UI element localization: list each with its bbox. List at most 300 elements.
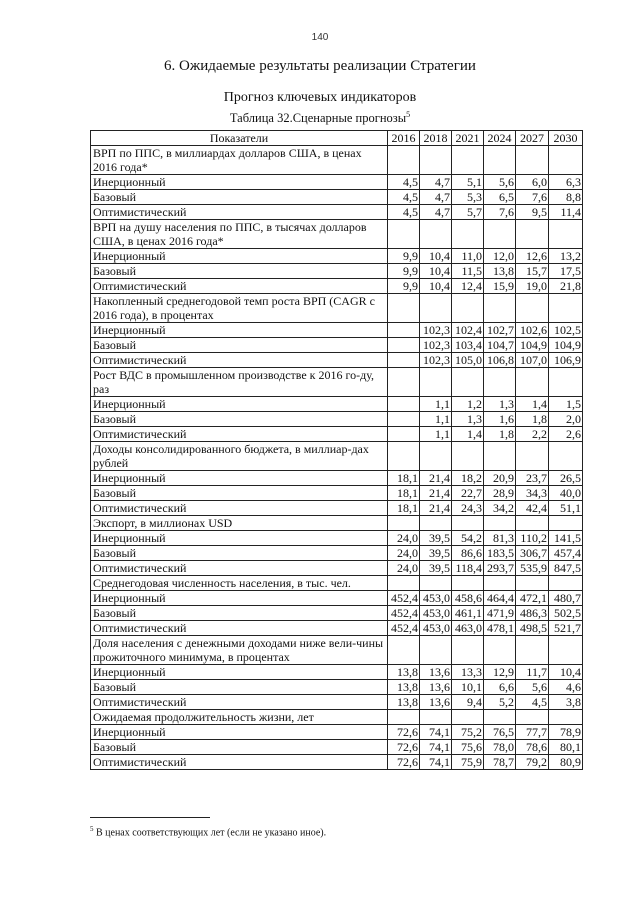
value-cell: 12,9 xyxy=(484,665,516,680)
value-cell: 1,3 xyxy=(484,397,516,412)
empty-cell xyxy=(388,636,420,665)
value-cell: 74,1 xyxy=(420,755,452,770)
value-cell: 102,6 xyxy=(516,323,549,338)
value-cell: 15,7 xyxy=(516,264,549,279)
value-cell: 80,1 xyxy=(548,740,582,755)
value-cell: 4,5 xyxy=(388,190,420,205)
value-cell: 10,1 xyxy=(452,680,484,695)
scenario-name: Инерционный xyxy=(91,591,388,606)
value-cell: 104,9 xyxy=(516,338,549,353)
value-cell: 102,4 xyxy=(452,323,484,338)
value-cell: 4,5 xyxy=(516,695,549,710)
empty-cell xyxy=(548,636,582,665)
value-cell: 11,4 xyxy=(548,205,582,220)
indicator-group-row xyxy=(91,576,583,591)
empty-cell xyxy=(388,442,420,471)
footnote-divider xyxy=(90,817,210,818)
empty-cell xyxy=(484,636,516,665)
empty-cell xyxy=(484,442,516,471)
value-cell: 7,6 xyxy=(484,205,516,220)
scenario-name: Базовый xyxy=(91,338,388,353)
value-cell: 9,9 xyxy=(388,279,420,294)
indicator-group-row xyxy=(91,368,583,397)
value-cell: 847,5 xyxy=(548,561,582,576)
indicator-group-row xyxy=(91,710,583,725)
value-cell: 28,9 xyxy=(484,486,516,501)
value-cell: 11,7 xyxy=(516,665,549,680)
value-cell: 9,5 xyxy=(516,205,549,220)
empty-cell xyxy=(452,636,484,665)
value-cell: 306,7 xyxy=(516,546,549,561)
value-cell: 102,3 xyxy=(420,353,452,368)
value-cell xyxy=(388,397,420,412)
scenario-name: Инерционный xyxy=(91,471,388,486)
value-cell: 74,1 xyxy=(420,725,452,740)
value-cell: 461,1 xyxy=(452,606,484,621)
value-cell: 80,9 xyxy=(548,755,582,770)
value-cell: 5,6 xyxy=(516,680,549,695)
scenario-row xyxy=(91,591,583,606)
value-cell: 13,8 xyxy=(484,264,516,279)
scenario-row xyxy=(91,755,583,770)
scenario-row xyxy=(91,531,583,546)
value-cell xyxy=(388,427,420,442)
scenario-row xyxy=(91,427,583,442)
value-cell: 18,1 xyxy=(388,501,420,516)
value-cell: 13,6 xyxy=(420,695,452,710)
indicator-name: Экспорт, в миллионах USD xyxy=(91,516,388,531)
value-cell: 9,4 xyxy=(452,695,484,710)
scenario-name: Базовый xyxy=(91,680,388,695)
empty-cell xyxy=(420,220,452,249)
empty-cell xyxy=(420,294,452,323)
value-cell: 472,1 xyxy=(516,591,549,606)
value-cell: 15,9 xyxy=(484,279,516,294)
value-cell: 10,4 xyxy=(420,264,452,279)
empty-cell xyxy=(548,368,582,397)
value-cell: 19,0 xyxy=(516,279,549,294)
scenario-name: Оптимистический xyxy=(91,279,388,294)
empty-cell xyxy=(548,442,582,471)
value-cell: 463,0 xyxy=(452,621,484,636)
scenario-name: Оптимистический xyxy=(91,501,388,516)
value-cell: 5,3 xyxy=(452,190,484,205)
empty-cell xyxy=(388,294,420,323)
header-year: 2027 xyxy=(516,131,549,146)
scenario-name: Инерционный xyxy=(91,323,388,338)
scenario-name: Инерционный xyxy=(91,665,388,680)
scenario-name: Оптимистический xyxy=(91,353,388,368)
value-cell: 535,9 xyxy=(516,561,549,576)
scenario-row xyxy=(91,486,583,501)
empty-cell xyxy=(484,294,516,323)
value-cell: 34,3 xyxy=(516,486,549,501)
value-cell: 72,6 xyxy=(388,740,420,755)
value-cell: 78,9 xyxy=(548,725,582,740)
scenario-name: Инерционный xyxy=(91,175,388,190)
empty-cell xyxy=(548,294,582,323)
indicator-name: Накопленный среднегодовой темп роста ВРП (CAGR с 2016 года), в процентах xyxy=(91,294,388,323)
value-cell: 21,4 xyxy=(420,501,452,516)
value-cell: 42,4 xyxy=(516,501,549,516)
value-cell: 39,5 xyxy=(420,546,452,561)
value-cell xyxy=(388,353,420,368)
empty-cell xyxy=(548,146,582,175)
value-cell: 183,5 xyxy=(484,546,516,561)
scenario-name: Оптимистический xyxy=(91,427,388,442)
scenario-name: Оптимистический xyxy=(91,205,388,220)
value-cell: 104,7 xyxy=(484,338,516,353)
scenario-row xyxy=(91,471,583,486)
value-cell: 293,7 xyxy=(484,561,516,576)
scenario-row xyxy=(91,175,583,190)
scenario-row xyxy=(91,338,583,353)
value-cell: 1,4 xyxy=(516,397,549,412)
value-cell: 18,1 xyxy=(388,486,420,501)
value-cell: 77,7 xyxy=(516,725,549,740)
value-cell: 5,1 xyxy=(452,175,484,190)
value-cell: 471,9 xyxy=(484,606,516,621)
empty-cell xyxy=(388,710,420,725)
value-cell: 452,4 xyxy=(388,606,420,621)
empty-cell xyxy=(516,442,549,471)
empty-cell xyxy=(484,516,516,531)
value-cell: 13,8 xyxy=(388,665,420,680)
scenario-row xyxy=(91,264,583,279)
indicator-name: ВРП на душу населения по ППС, в тысячах долларов США, в ценах 2016 года* xyxy=(91,220,388,249)
header-indicators: Показатели xyxy=(91,131,388,146)
empty-cell xyxy=(388,146,420,175)
value-cell: 1,3 xyxy=(452,412,484,427)
empty-cell xyxy=(516,220,549,249)
scenario-row xyxy=(91,501,583,516)
value-cell: 453,0 xyxy=(420,606,452,621)
indicator-name: Доля населения с денежными доходами ниже вели-чины прожиточного минимума, в процентах xyxy=(91,636,388,665)
value-cell: 20,9 xyxy=(484,471,516,486)
value-cell: 9,9 xyxy=(388,264,420,279)
value-cell: 453,0 xyxy=(420,591,452,606)
value-cell: 1,1 xyxy=(420,397,452,412)
empty-cell xyxy=(484,146,516,175)
value-cell: 1,6 xyxy=(484,412,516,427)
value-cell xyxy=(388,338,420,353)
scenario-name: Оптимистический xyxy=(91,621,388,636)
value-cell: 6,5 xyxy=(484,190,516,205)
value-cell: 452,4 xyxy=(388,591,420,606)
value-cell: 2,6 xyxy=(548,427,582,442)
value-cell: 39,5 xyxy=(420,561,452,576)
subtitle: Прогноз ключевых индикаторов xyxy=(223,90,417,105)
indicator-group-row xyxy=(91,636,583,665)
empty-cell xyxy=(388,368,420,397)
value-cell: 5,6 xyxy=(484,175,516,190)
value-cell: 81,3 xyxy=(484,531,516,546)
value-cell: 107,0 xyxy=(516,353,549,368)
value-cell: 458,6 xyxy=(452,591,484,606)
value-cell: 39,5 xyxy=(420,531,452,546)
value-cell: 21,4 xyxy=(420,486,452,501)
value-cell xyxy=(388,412,420,427)
empty-cell xyxy=(452,294,484,323)
empty-cell xyxy=(420,442,452,471)
empty-cell xyxy=(516,294,549,323)
value-cell: 486,3 xyxy=(516,606,549,621)
value-cell: 24,3 xyxy=(452,501,484,516)
value-cell: 10,4 xyxy=(420,279,452,294)
scenario-row xyxy=(91,546,583,561)
empty-cell xyxy=(452,368,484,397)
value-cell: 1,5 xyxy=(548,397,582,412)
value-cell: 498,5 xyxy=(516,621,549,636)
value-cell: 24,0 xyxy=(388,561,420,576)
scenario-name: Оптимистический xyxy=(91,755,388,770)
header-year: 2018 xyxy=(420,131,452,146)
value-cell: 13,2 xyxy=(548,249,582,264)
footnote-marker: 5 xyxy=(406,110,411,119)
value-cell: 79,2 xyxy=(516,755,549,770)
value-cell: 86,6 xyxy=(452,546,484,561)
value-cell: 478,1 xyxy=(484,621,516,636)
scenario-name: Инерционный xyxy=(91,249,388,264)
value-cell: 75,9 xyxy=(452,755,484,770)
indicator-group-row xyxy=(91,220,583,249)
empty-cell xyxy=(548,710,582,725)
scenario-row xyxy=(91,323,583,338)
value-cell: 464,4 xyxy=(484,591,516,606)
scenario-name: Инерционный xyxy=(91,725,388,740)
value-cell: 13,6 xyxy=(420,680,452,695)
value-cell: 2,0 xyxy=(548,412,582,427)
empty-cell xyxy=(516,516,549,531)
header-year: 2016 xyxy=(388,131,420,146)
empty-cell xyxy=(452,442,484,471)
value-cell: 74,1 xyxy=(420,740,452,755)
table-header-row xyxy=(91,131,583,146)
scenario-name: Оптимистический xyxy=(91,561,388,576)
value-cell: 4,5 xyxy=(388,175,420,190)
value-cell: 521,7 xyxy=(548,621,582,636)
value-cell: 11,5 xyxy=(452,264,484,279)
value-cell: 1,8 xyxy=(516,412,549,427)
value-cell: 457,4 xyxy=(548,546,582,561)
value-cell: 6,0 xyxy=(516,175,549,190)
value-cell: 24,0 xyxy=(388,531,420,546)
scenario-row xyxy=(91,740,583,755)
scenario-name: Базовый xyxy=(91,486,388,501)
value-cell: 4,7 xyxy=(420,190,452,205)
value-cell: 102,3 xyxy=(420,338,452,353)
empty-cell xyxy=(420,576,452,591)
value-cell: 18,2 xyxy=(452,471,484,486)
scenario-row xyxy=(91,680,583,695)
value-cell: 11,0 xyxy=(452,249,484,264)
scenario-name: Базовый xyxy=(91,546,388,561)
value-cell xyxy=(388,323,420,338)
scenario-name: Инерционный xyxy=(91,531,388,546)
value-cell: 1,2 xyxy=(452,397,484,412)
empty-cell xyxy=(516,368,549,397)
empty-cell xyxy=(484,710,516,725)
value-cell: 34,2 xyxy=(484,501,516,516)
value-cell: 72,6 xyxy=(388,755,420,770)
empty-cell xyxy=(548,576,582,591)
value-cell: 13,8 xyxy=(388,680,420,695)
value-cell: 18,1 xyxy=(388,471,420,486)
indicator-name: ВРП по ППС, в миллиардах долларов США, в ценах 2016 года* xyxy=(91,146,388,175)
value-cell: 21,4 xyxy=(420,471,452,486)
header-year: 2030 xyxy=(548,131,582,146)
value-cell: 102,7 xyxy=(484,323,516,338)
value-cell: 10,4 xyxy=(548,665,582,680)
empty-cell xyxy=(452,576,484,591)
value-cell: 17,5 xyxy=(548,264,582,279)
value-cell: 6,3 xyxy=(548,175,582,190)
scenario-row xyxy=(91,279,583,294)
value-cell: 24,0 xyxy=(388,546,420,561)
scenario-name: Базовый xyxy=(91,412,388,427)
scenario-row xyxy=(91,397,583,412)
value-cell: 51,1 xyxy=(548,501,582,516)
value-cell: 13,6 xyxy=(420,665,452,680)
scenario-name: Базовый xyxy=(91,740,388,755)
value-cell: 75,2 xyxy=(452,725,484,740)
value-cell: 23,7 xyxy=(516,471,549,486)
value-cell: 1,8 xyxy=(484,427,516,442)
value-cell: 452,4 xyxy=(388,621,420,636)
scenario-row xyxy=(91,665,583,680)
value-cell: 1,4 xyxy=(452,427,484,442)
value-cell: 480,7 xyxy=(548,591,582,606)
empty-cell xyxy=(388,576,420,591)
value-cell: 40,0 xyxy=(548,486,582,501)
footnote xyxy=(90,825,326,838)
value-cell: 453,0 xyxy=(420,621,452,636)
value-cell: 4,7 xyxy=(420,175,452,190)
empty-cell xyxy=(516,710,549,725)
value-cell: 12,4 xyxy=(452,279,484,294)
value-cell: 78,0 xyxy=(484,740,516,755)
footnote-text: В ценах соответствующих лет (если не указано иное). xyxy=(93,827,327,839)
value-cell: 78,7 xyxy=(484,755,516,770)
empty-cell xyxy=(388,516,420,531)
indicator-group-row xyxy=(91,516,583,531)
scenario-row xyxy=(91,695,583,710)
value-cell: 72,6 xyxy=(388,725,420,740)
value-cell: 110,2 xyxy=(516,531,549,546)
value-cell: 5,7 xyxy=(452,205,484,220)
value-cell: 102,5 xyxy=(548,323,582,338)
scenario-row xyxy=(91,249,583,264)
empty-cell xyxy=(388,220,420,249)
section-title: 6. Ожидаемые результаты реализации Стратегии xyxy=(164,58,476,74)
empty-cell xyxy=(484,576,516,591)
value-cell: 6,6 xyxy=(484,680,516,695)
page-number: 140 xyxy=(311,32,329,43)
value-cell: 9,9 xyxy=(388,249,420,264)
scenario-name: Инерционный xyxy=(91,397,388,412)
value-cell: 22,7 xyxy=(452,486,484,501)
value-cell: 7,6 xyxy=(516,190,549,205)
indicator-group-row xyxy=(91,294,583,323)
value-cell: 1,1 xyxy=(420,412,452,427)
value-cell: 5,2 xyxy=(484,695,516,710)
indicator-group-row xyxy=(91,146,583,175)
value-cell: 102,3 xyxy=(420,323,452,338)
indicator-name: Ожидаемая продолжительность жизни, лет xyxy=(91,710,388,725)
value-cell: 8,8 xyxy=(548,190,582,205)
value-cell: 75,6 xyxy=(452,740,484,755)
header-year: 2024 xyxy=(484,131,516,146)
value-cell: 118,4 xyxy=(452,561,484,576)
empty-cell xyxy=(516,636,549,665)
value-cell: 4,5 xyxy=(388,205,420,220)
value-cell: 26,5 xyxy=(548,471,582,486)
empty-cell xyxy=(484,220,516,249)
empty-cell xyxy=(548,220,582,249)
empty-cell xyxy=(548,516,582,531)
value-cell: 12,6 xyxy=(516,249,549,264)
value-cell: 106,9 xyxy=(548,353,582,368)
scenario-row xyxy=(91,205,583,220)
scenario-name: Базовый xyxy=(91,190,388,205)
value-cell: 13,8 xyxy=(388,695,420,710)
value-cell: 76,5 xyxy=(484,725,516,740)
scenario-row xyxy=(91,561,583,576)
scenario-name: Оптимистический xyxy=(91,695,388,710)
empty-cell xyxy=(484,368,516,397)
table-caption xyxy=(0,110,640,126)
value-cell: 3,8 xyxy=(548,695,582,710)
scenario-row xyxy=(91,725,583,740)
indicator-name: Рост ВДС в промышленном производстве к 2016 го-ду, раз xyxy=(91,368,388,397)
caption-text: Таблица 32.Сценарные прогнозы xyxy=(229,111,407,126)
scenario-row xyxy=(91,412,583,427)
scenario-row xyxy=(91,353,583,368)
empty-cell xyxy=(516,576,549,591)
value-cell: 502,5 xyxy=(548,606,582,621)
empty-cell xyxy=(452,146,484,175)
value-cell: 104,9 xyxy=(548,338,582,353)
value-cell: 106,8 xyxy=(484,353,516,368)
empty-cell xyxy=(516,146,549,175)
value-cell: 54,2 xyxy=(452,531,484,546)
value-cell: 10,4 xyxy=(420,249,452,264)
value-cell: 2,2 xyxy=(516,427,549,442)
value-cell: 4,7 xyxy=(420,205,452,220)
value-cell: 103,4 xyxy=(452,338,484,353)
scenario-name: Базовый xyxy=(91,606,388,621)
empty-cell xyxy=(452,220,484,249)
empty-cell xyxy=(420,368,452,397)
indicator-group-row xyxy=(91,442,583,471)
forecast-table xyxy=(90,130,583,770)
value-cell: 141,5 xyxy=(548,531,582,546)
value-cell: 78,6 xyxy=(516,740,549,755)
empty-cell xyxy=(420,516,452,531)
empty-cell xyxy=(420,710,452,725)
value-cell: 4,6 xyxy=(548,680,582,695)
scenario-row xyxy=(91,621,583,636)
value-cell: 21,8 xyxy=(548,279,582,294)
header-year: 2021 xyxy=(452,131,484,146)
empty-cell xyxy=(452,516,484,531)
value-cell: 105,0 xyxy=(452,353,484,368)
value-cell: 13,3 xyxy=(452,665,484,680)
scenario-row xyxy=(91,606,583,621)
empty-cell xyxy=(452,710,484,725)
scenario-row xyxy=(91,190,583,205)
indicator-name: Доходы консолидированного бюджета, в миллиар-дах рублей xyxy=(91,442,388,471)
